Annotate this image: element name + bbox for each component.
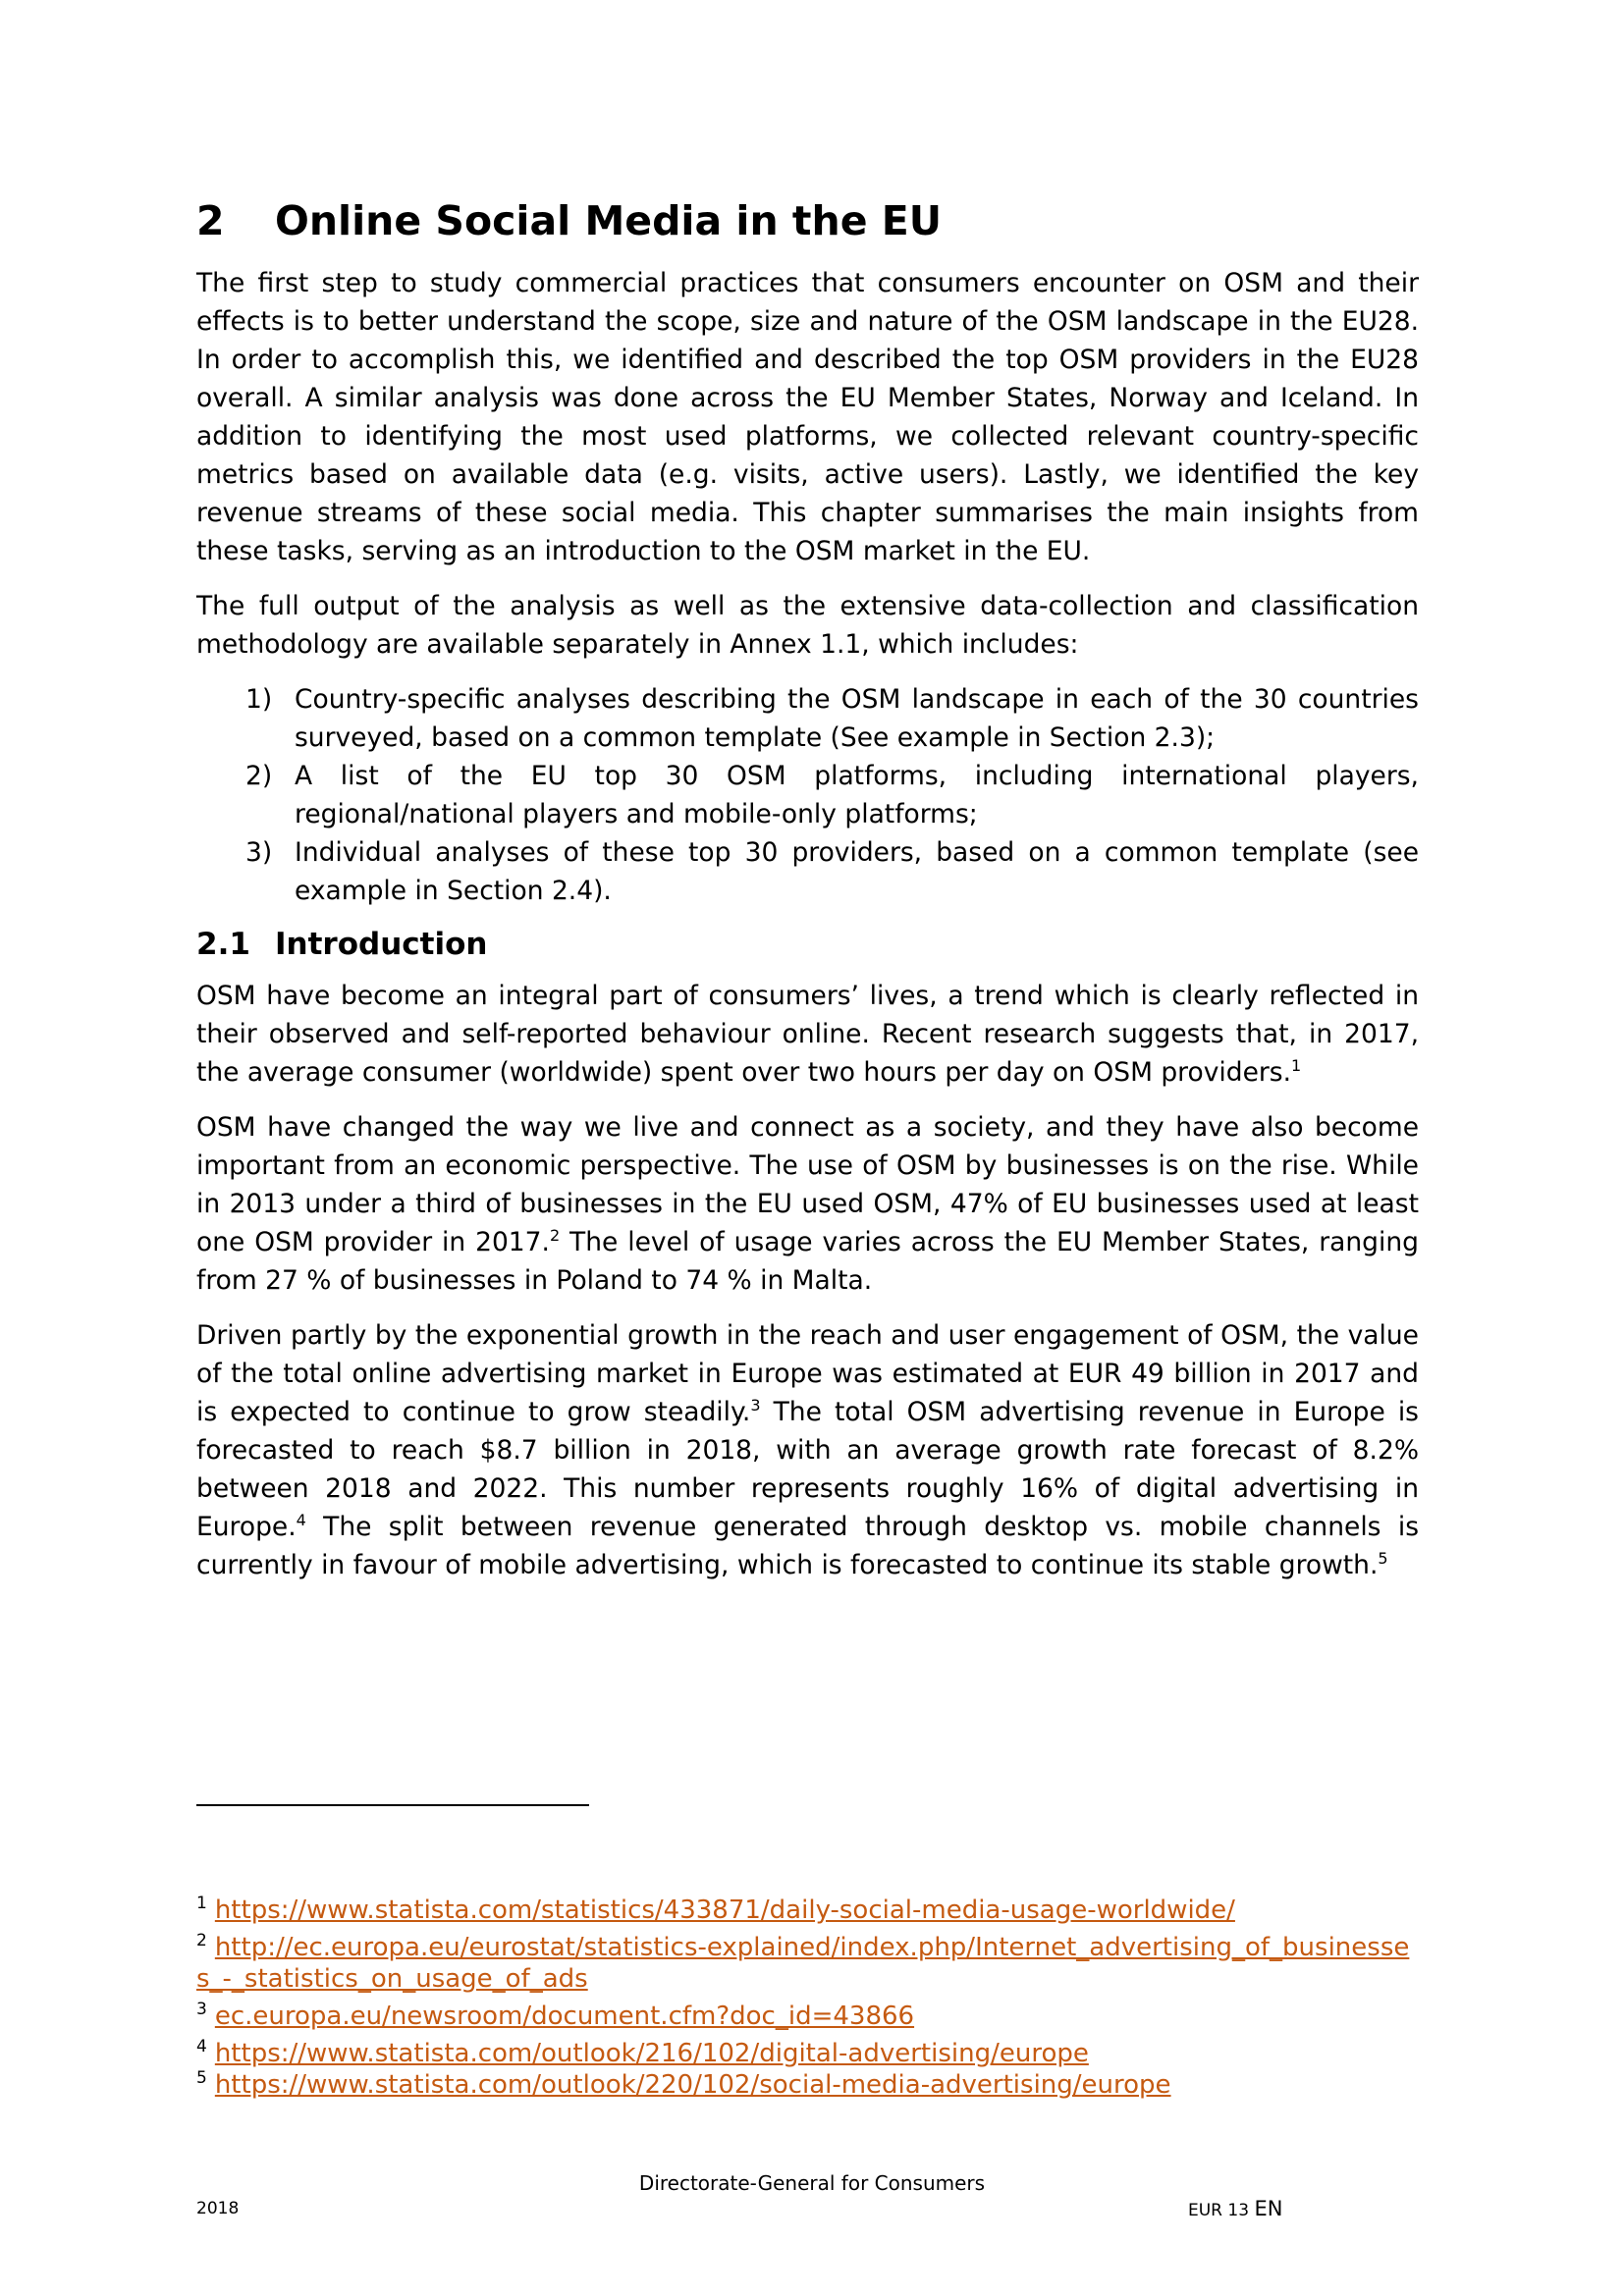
footnote-ref[interactable]: 5 xyxy=(1378,1549,1388,1569)
footnote-ref[interactable]: 4 xyxy=(296,1511,306,1530)
paragraph-text: OSM have changed the way we live and connect as a society, and they have also become important from an economic perspective. The use of OSM by businesses is on the rise. While in 2013 under a third of businesses in the EU used OSM, 47% of EU businesses used at least one OSM provider in 2017. xyxy=(196,1112,1419,1257)
footer-year: 2018 xyxy=(196,2199,240,2218)
paragraph: The first step to study commercial practices that consumers encounter on OSM and their effects is to better understand the scope, size and nature of the OSM landscape in the EU28. In order to accomplish this, we identified and described the top OSM providers in the EU28 overall. A similar analysis was done across the EU Member States, Norway and Iceland. In addition to identifying the most used platforms, we collected relevant country-specific metrics based on available data (e.g. visits, active users). Lastly, we identified the key revenue streams of these social media. This chapter summarises the main insights from these tasks, serving as an introduction to the OSM market in the EU. xyxy=(196,268,1419,566)
footnote xyxy=(196,1932,1419,1995)
paragraph-text: Driven partly by the exponential growth in the reach and user engagement of OSM, the value of the total online advertising market in Europe was estimated at EUR 49 billion in 2017 and is expected to continue to grow steadily. xyxy=(196,1320,1419,1427)
paragraph-text: The split between revenue generated through desktop vs. mobile channels is currently in favour of mobile advertising, which is forecasted to continue its stable growth. xyxy=(196,1512,1419,1580)
paragraph-text: OSM have become an integral part of consumers’ lives, a trend which is clearly reflected in their observed and self-reported behaviour online. Recent research suggests that, in 2017, the average consumer (worldwide) spent over two hours per day on OSM providers. xyxy=(196,981,1419,1088)
footnote-divider xyxy=(196,1804,589,1806)
footnote-ref[interactable]: 3 xyxy=(750,1396,761,1415)
footnote-link[interactable]: https://www.statista.com/outlook/216/102/digital-advertising/europe xyxy=(214,2039,1089,2068)
footnote xyxy=(196,1895,1419,1926)
subsection-title: Introduction xyxy=(275,927,488,962)
footnote-number: 5 xyxy=(196,2068,207,2089)
footnote-ref[interactable]: 2 xyxy=(549,1226,561,1246)
list-item-text: A list of the EU top 30 OSM platforms, including international players, regional/national players and mobile-only platforms; xyxy=(295,761,1419,829)
section-number: 2 xyxy=(196,197,225,244)
footnote-number: 2 xyxy=(196,1931,207,1951)
footnote-link[interactable]: ec.europa.eu/newsroom/document.cfm?doc_id=43866 xyxy=(214,2002,915,2031)
subsection-number: 2.1 xyxy=(196,927,250,962)
footnote-link[interactable]: http://ec.europa.eu/eurostat/statistics-explained/index.php/Internet_advertising_of_businesses_-_statistics_on_usage_of_ads xyxy=(196,1933,1410,1994)
footnote-link[interactable]: https://www.statista.com/statistics/433871/daily-social-media-usage-worldwide/ xyxy=(214,1896,1235,1925)
footnote-number: 3 xyxy=(196,2000,207,2020)
list-marker: 2) xyxy=(245,761,273,791)
paragraph xyxy=(196,1108,1419,1300)
list-item-text: Individual analyses of these top 30 providers, based on a common template (see example in Section 2.4). xyxy=(295,837,1419,906)
footnote xyxy=(196,2038,1419,2069)
paragraph-text: The total OSM advertising revenue in Europe is forecasted to reach $8.7 billion in 2018, with an average growth rate forecast of 8.2% between 2018 and 2022. This number represents roughly 16% of digital advertising in Europe. xyxy=(196,1397,1419,1542)
list-item-text: Country-specific analyses describing the OSM landscape in each of the 30 countries surveyed, based on a common template (See example in Section 2.3); xyxy=(295,684,1419,753)
list-marker: 1) xyxy=(245,684,273,715)
footnote xyxy=(196,2001,1419,2032)
list-item xyxy=(196,680,1419,757)
list-item xyxy=(196,833,1419,910)
subsection-heading xyxy=(196,920,1419,969)
main-content xyxy=(196,191,1419,1601)
paragraph xyxy=(196,1316,1419,1584)
paragraph: The full output of the analysis as well as the extensive data-collection and classification methodology are available separately in Annex 1.1, which includes: xyxy=(196,591,1419,660)
paragraph-text: The level of usage varies across the EU Member States, ranging from 27 % of businesses in Poland to 74 % in Malta. xyxy=(196,1227,1419,1296)
footnote-number: 1 xyxy=(196,1894,207,1914)
list-marker: 3) xyxy=(245,837,273,868)
footer-publisher: Directorate-General for Consumers xyxy=(638,2171,986,2195)
annex-list xyxy=(196,680,1419,910)
section-title: Online Social Media in the EU xyxy=(275,197,943,244)
footer-language: EN xyxy=(1254,2197,1283,2220)
footnotes xyxy=(196,1895,1419,2107)
footnote xyxy=(196,2069,1419,2101)
footnote-ref[interactable]: 1 xyxy=(1291,1056,1302,1076)
list-item xyxy=(196,757,1419,833)
section-heading xyxy=(196,191,1419,250)
footer-page-number xyxy=(1188,2197,1282,2220)
footer-page-label: EUR 13 xyxy=(1188,2201,1250,2220)
footnote-number: 4 xyxy=(196,2037,207,2057)
paragraph xyxy=(196,977,1419,1092)
footnote-link[interactable]: https://www.statista.com/outlook/220/102/social-media-advertising/europe xyxy=(214,2070,1171,2100)
